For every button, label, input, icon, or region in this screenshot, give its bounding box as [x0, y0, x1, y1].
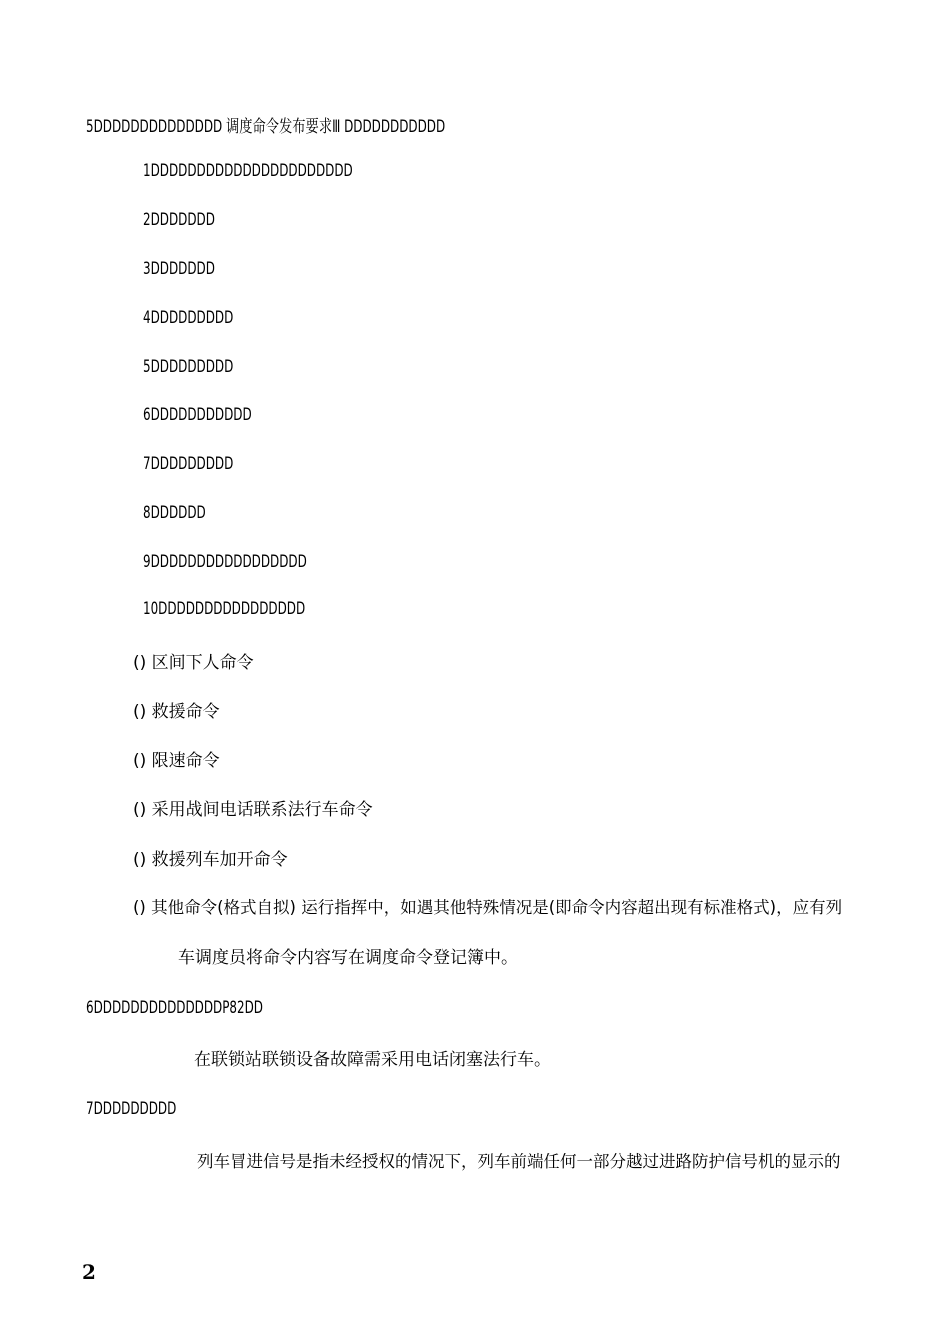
- list-item: 1DDDDDDDDDDDDDDDDDDDDDD: [143, 161, 353, 181]
- list-item: 8DDDDDD: [143, 503, 206, 523]
- section-7-paragraph: 列车冒进信号是指未经授权的情况下，列车前端任何一部分越过进路防护信号机的显示的: [197, 1152, 841, 1171]
- list-item: 9DDDDDDDDDDDDDDDDD: [143, 552, 307, 572]
- section-6-heading: 6DDDDDDDDDDDDDDP82DD: [86, 998, 263, 1018]
- command-item: () 其他命令(格式自拟) 运行指挥中，如遇其他特殊情况是(即命令内容超出现有标准格式)，应有列: [133, 898, 843, 917]
- section-6-paragraph: 在联锁站联锁设备故障需采用电话闭塞法行车。: [194, 1050, 551, 1070]
- command-item: () 救援列车加开命令: [133, 850, 288, 870]
- section-5-heading: 5DDDDDDDDDDDDDD 调度命令发布要求Ⅲ DDDDDDDDDDD: [86, 117, 446, 137]
- list-item: 10DDDDDDDDDDDDDDDD: [143, 599, 306, 619]
- command-continuation: 车调度员将命令内容写在调度命令登记簿中。: [178, 948, 518, 968]
- list-item: 5DDDDDDDDD: [143, 357, 234, 377]
- command-item: () 救援命令: [133, 702, 220, 722]
- command-item: () 区间下人命令: [133, 653, 254, 673]
- list-item: 3DDDDDDD: [143, 259, 215, 279]
- page-number: 2: [82, 1260, 96, 1284]
- list-item: 4DDDDDDDDD: [143, 308, 234, 328]
- list-item: 2DDDDDDD: [143, 210, 215, 230]
- command-item: () 采用战间电话联系法行车命令: [133, 800, 373, 820]
- section-7-heading: 7DDDDDDDDD: [86, 1099, 177, 1119]
- command-item: () 限速命令: [133, 751, 220, 771]
- list-item: 7DDDDDDDDD: [143, 454, 234, 474]
- list-item: 6DDDDDDDDDDD: [143, 405, 252, 425]
